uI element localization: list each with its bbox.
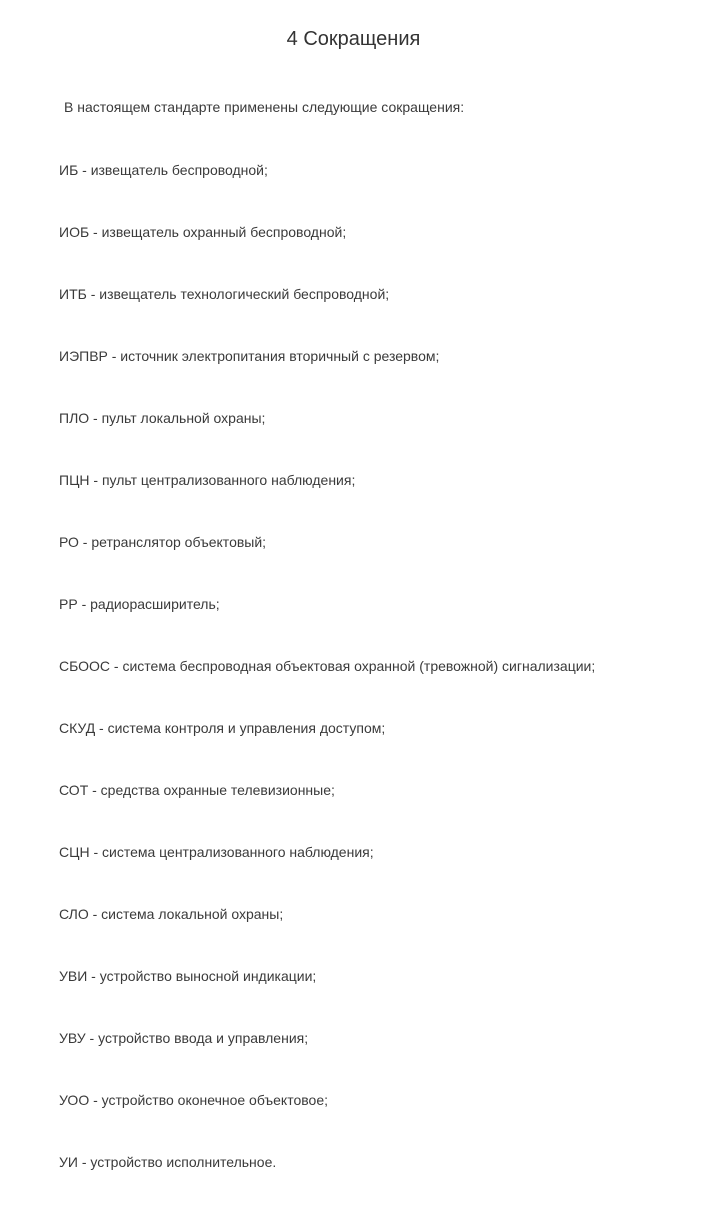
abbreviation-item-ib: ИБ - извещатель беспроводной; — [59, 162, 268, 178]
abbreviation-item-iob: ИОБ - извещатель охранный беспроводной; — [59, 224, 347, 240]
abbreviation-item-sot: СОТ - средства охранные телевизионные; — [59, 782, 335, 798]
abbreviation-item-sboos: СБООС - система беспроводная объектовая охранной (тревожной) сигнализации; — [59, 658, 596, 674]
abbreviation-item-pcn: ПЦН - пульт централизованного наблюдения; — [59, 472, 356, 488]
abbreviation-item-scn: СЦН - система централизованного наблюдения; — [59, 844, 374, 860]
abbreviation-item-plo: ПЛО - пульт локальной охраны; — [59, 410, 266, 426]
abbreviation-item-ro: РО - ретранслятор объектовый; — [59, 534, 267, 550]
abbreviation-item-itb: ИТБ - извещатель технологический беспроводной; — [59, 286, 390, 302]
abbreviation-item-uvi: УВИ - устройство выносной индикации; — [59, 968, 317, 984]
intro-text: В настоящем стандарте применены следующие сокращения: — [64, 99, 465, 115]
abbreviation-item-uoo: УОО - устройство оконечное объектовое; — [59, 1092, 329, 1108]
abbreviation-list — [59, 161, 595, 1215]
abbreviation-item-iepvr: ИЭПВР - источник электропитания вторичный с резервом; — [59, 348, 440, 364]
abbreviation-item-ui: УИ - устройство исполнительное. — [59, 1154, 277, 1170]
abbreviation-item-uvu: УВУ - устройство ввода и управления; — [59, 1030, 309, 1046]
page-title: 4 Сокращения — [286, 28, 421, 50]
abbreviation-item-skud: СКУД - система контроля и управления доступом; — [59, 720, 386, 736]
abbreviation-item-slo: СЛО - система локальной охраны; — [59, 906, 284, 922]
abbreviation-item-rr: РР - радиорасширитель; — [59, 596, 220, 612]
